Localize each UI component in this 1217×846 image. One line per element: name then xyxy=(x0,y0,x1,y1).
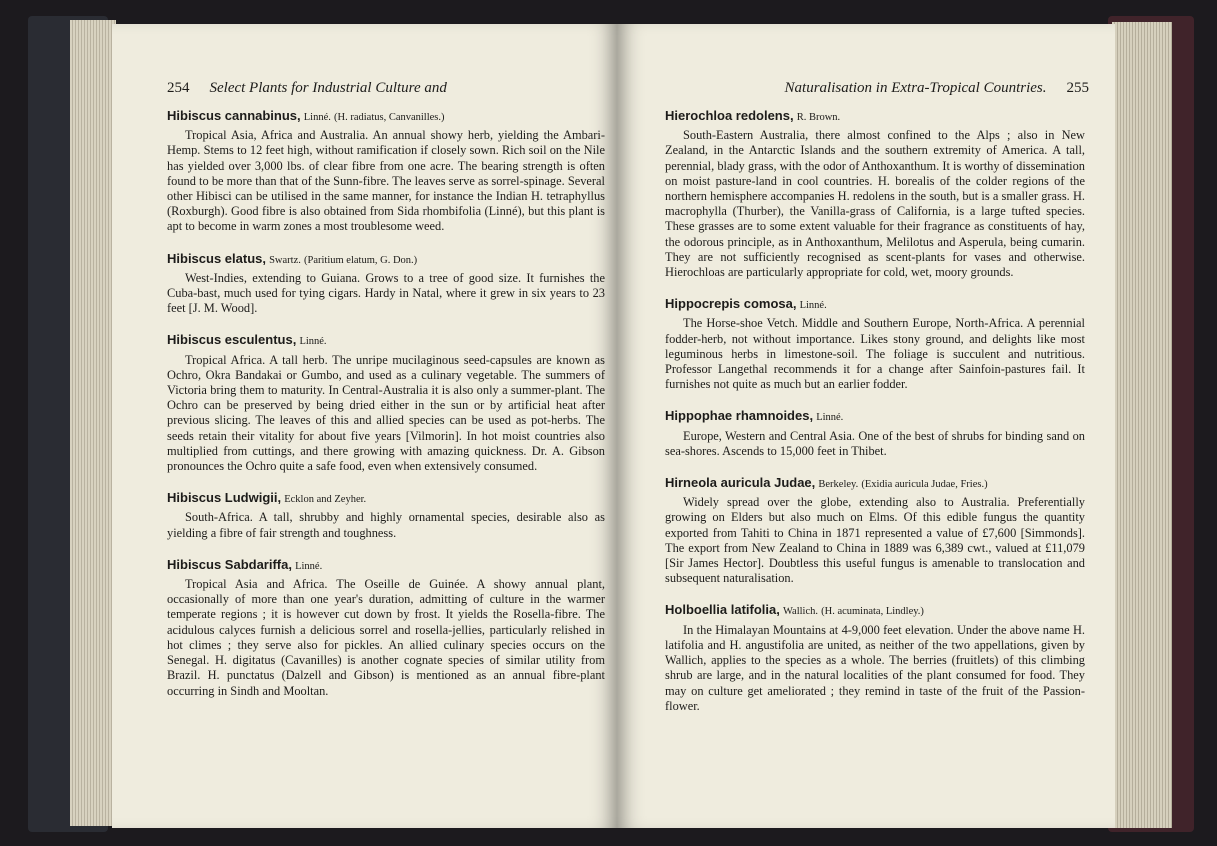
entry-text: Tropical Asia, Africa and Australia. An annual showy herb, yielding the Ambari-Hemp. Stems to 12 feet high, without ramification if closely sown. Rich soil on the Nile has yielded over 3,000 lbs. of clear fibre from one acre. The bearing strength is often found to be more than that of the Sunn-fibre. The leaves serve as sorrel-spinage. Several other Hibisci can be utilised in the same manner, for instance the Indian H. tetraphyllus (Roxburgh). Good fibre is also obtained from Sida rhombifolia (Linné), but this plant is apt to become in warm zones a most troublesome weed. xyxy=(167,128,605,234)
species-author: R. Brown. xyxy=(796,112,841,123)
species-name: Hirneola auricula Judae, xyxy=(665,475,816,491)
left-page-edges xyxy=(70,20,116,826)
entry-heading xyxy=(167,557,605,574)
right-page-number: 255 xyxy=(1066,80,1089,96)
left-page xyxy=(112,24,617,828)
species-name: Holboellia latifolia, xyxy=(665,602,780,618)
left-page-body xyxy=(167,108,605,715)
entry-text: Tropical Africa. A tall herb. The unripe mucilaginous seed-capsules are known as Ochro, Okra Bandakai or Gumbo, and used as a culinary vegetable. The summers of Victoria bring them to maturity. In Central-Australia it is also only a summer-plant. The Ochro can be preserved by being dried either in the sun or by artificial heat after previous slicing. The leaves of this and allied species can be used as pot-herbs. The seeds retain their vitality for about five years [Vilmorin]. In hot moist countries also multiplied from cuttings, and there growing with amazing quickness. Dr. A. Gibson pronounces the Ochro quite a safe food, even when extensively consumed. xyxy=(167,352,605,474)
entry xyxy=(167,557,605,699)
entry xyxy=(665,602,1085,713)
right-running-title: Naturalisation in Extra-Tropical Countries. xyxy=(784,80,1047,96)
entry-text: The Horse-shoe Vetch. Middle and Southern Europe, North-Africa. A perennial fodder-herb, not without importance. Likes stony ground, and delights like most leguminous herbs in limestone-soil. The foliage is succulent and nutritious. Professor Langethal recommends it for a change after Sainfoin-pastures fail. It furnishes not quite as much but an earlier fodder. xyxy=(665,316,1085,392)
species-synonym: (Paritium elatum, G. Don.) xyxy=(304,254,418,266)
right-page-body xyxy=(665,108,1085,730)
entry-text: Widely spread over the globe, extending also to Australia. Preferentially growing on Elders but also much on Elms. Of this edible fungus the quantity exported from Tahiti to China in 1871 represented a value of £7,600 [Simmonds]. The export from New Zealand to China in 1889 was 6,389 cwt., valued at £11,079 [Sir James Hector]. Doubtless this useful fungus is amenable to translocation and subsequent naturalisation. xyxy=(665,495,1085,586)
species-author: Ecklon and Zeyher. xyxy=(284,494,367,506)
entry xyxy=(167,251,605,317)
entry-text: In the Himalayan Mountains at 4-9,000 feet elevation. Under the above name H. latifolia and H. angustifolia are united, as neither of the two appellations, given by Wallich, applies to the species as a whole. The berries (fruitlets) of this climbing shrub are large, and in the natural localities of the plant consumed for food. They may on culture get ameliorated ; they remind in taste of the fruit of the Passion-flower. xyxy=(665,622,1085,713)
species-name: Hippocrepis comosa, xyxy=(665,296,797,312)
species-name: Hierochloa redolens, xyxy=(665,108,794,123)
species-name: Hibiscus esculentus, xyxy=(167,332,297,348)
entry-text: Tropical Asia and Africa. The Oseille de Guinée. A showy annual plant, occasionally of more than one year's duration, admitting of culture in the warmer temperate regions ; it is however cut down by frost. It yields the Rosella-fibre. The acidulous calyces furnish a delicious sorrel and rosella-jellies, particularly relished in hot climes ; they serve also for pickles. An allied culinary species occurs on the Senegal. H. digitatus (Cavanilles) is another cognate species of similar utility from Brazil. H. punctatus (Dalzell and Gibson) is mentioned as an annual fibre-plant occurring in Sindh and Mooltan. xyxy=(167,577,605,698)
entry-heading xyxy=(665,408,1085,425)
species-author: Swartz. xyxy=(269,254,301,266)
entry-text: West-Indies, extending to Guiana. Grows to a tree of good size. It furnishes the Cuba-bast, much used for tying cigars. Hardy in Natal, where it grew in six years to 23 feet [J. M. Wood]. xyxy=(167,270,605,316)
species-author: Linné. xyxy=(303,112,331,123)
right-running-head xyxy=(785,80,1089,97)
entry-heading xyxy=(665,475,1085,492)
entry-heading xyxy=(665,602,1085,619)
entry xyxy=(665,296,1085,392)
species-name: Hibiscus cannabinus, xyxy=(167,108,301,123)
entry-heading xyxy=(167,490,605,507)
entry xyxy=(167,108,605,235)
entry xyxy=(167,490,605,541)
left-page-number: 254 xyxy=(167,80,190,96)
left-running-head xyxy=(167,80,447,97)
entry-text: South-Africa. A tall, shrubby and highly ornamental species, desirable also as yielding a fibre of fair strength and toughness. xyxy=(167,510,605,540)
entry-text: South-Eastern Australia, there almost confined to the Alps ; also in New Zealand, in the Antarctic Islands and the southern extremity of America. A tall, perennial, blady grass, with the odor of Anthoxanthum. It is worthy of dissemination on moist pasture-land in cool countries. H. borealis of the colder regions of the northern hemisphere accompanies H. redolens in the south, but is a smaller grass. H. macrophylla (Thurber), the Vanilla-grass of California, is a large tufted species. These grasses are to some extent valuable for their fragrance as constituents of hay, the odorous principle, as in Anthoxanthum, Melilotus and Asperula, being cumarin. They are not sufficiently recognised as scent-plants for vases and otherwise. Hierochloas are particularly appropriate for cold, wet, moory grounds. xyxy=(665,128,1085,280)
entry xyxy=(665,475,1085,586)
entry-heading xyxy=(167,108,605,125)
species-synonym: (H. radiatus, Canvanilles.) xyxy=(334,112,445,123)
entry xyxy=(665,108,1085,280)
entry-heading xyxy=(167,332,605,349)
left-running-title: Select Plants for Industrial Culture and xyxy=(209,80,447,96)
species-name: Hibiscus Ludwigii, xyxy=(167,490,282,506)
entry-heading xyxy=(167,251,605,268)
right-page-edges xyxy=(1112,22,1172,828)
species-author: Wallich. xyxy=(782,606,818,618)
species-author: Berkeley. xyxy=(818,479,859,491)
species-author: Linné. xyxy=(816,412,844,424)
species-name: Hippophae rhamnoides, xyxy=(665,408,814,424)
species-author: Linné. xyxy=(295,560,323,572)
entry xyxy=(167,332,605,474)
species-name: Hibiscus Sabdariffa, xyxy=(167,556,292,572)
entry xyxy=(665,408,1085,459)
species-synonym: (H. acuminata, Lindley.) xyxy=(821,606,924,618)
entry-heading xyxy=(665,108,1085,125)
species-synonym: (Exidia auricula Judae, Fries.) xyxy=(861,479,988,491)
species-author: Linné. xyxy=(799,300,827,312)
entry-heading xyxy=(665,296,1085,313)
right-page xyxy=(617,24,1115,828)
species-author: Linné. xyxy=(299,336,327,348)
species-name: Hibiscus elatus, xyxy=(167,250,266,266)
entry-text: Europe, Western and Central Asia. One of the best of shrubs for binding sand on sea-shores. Ascends to 15,000 feet in Thibet. xyxy=(665,428,1085,458)
